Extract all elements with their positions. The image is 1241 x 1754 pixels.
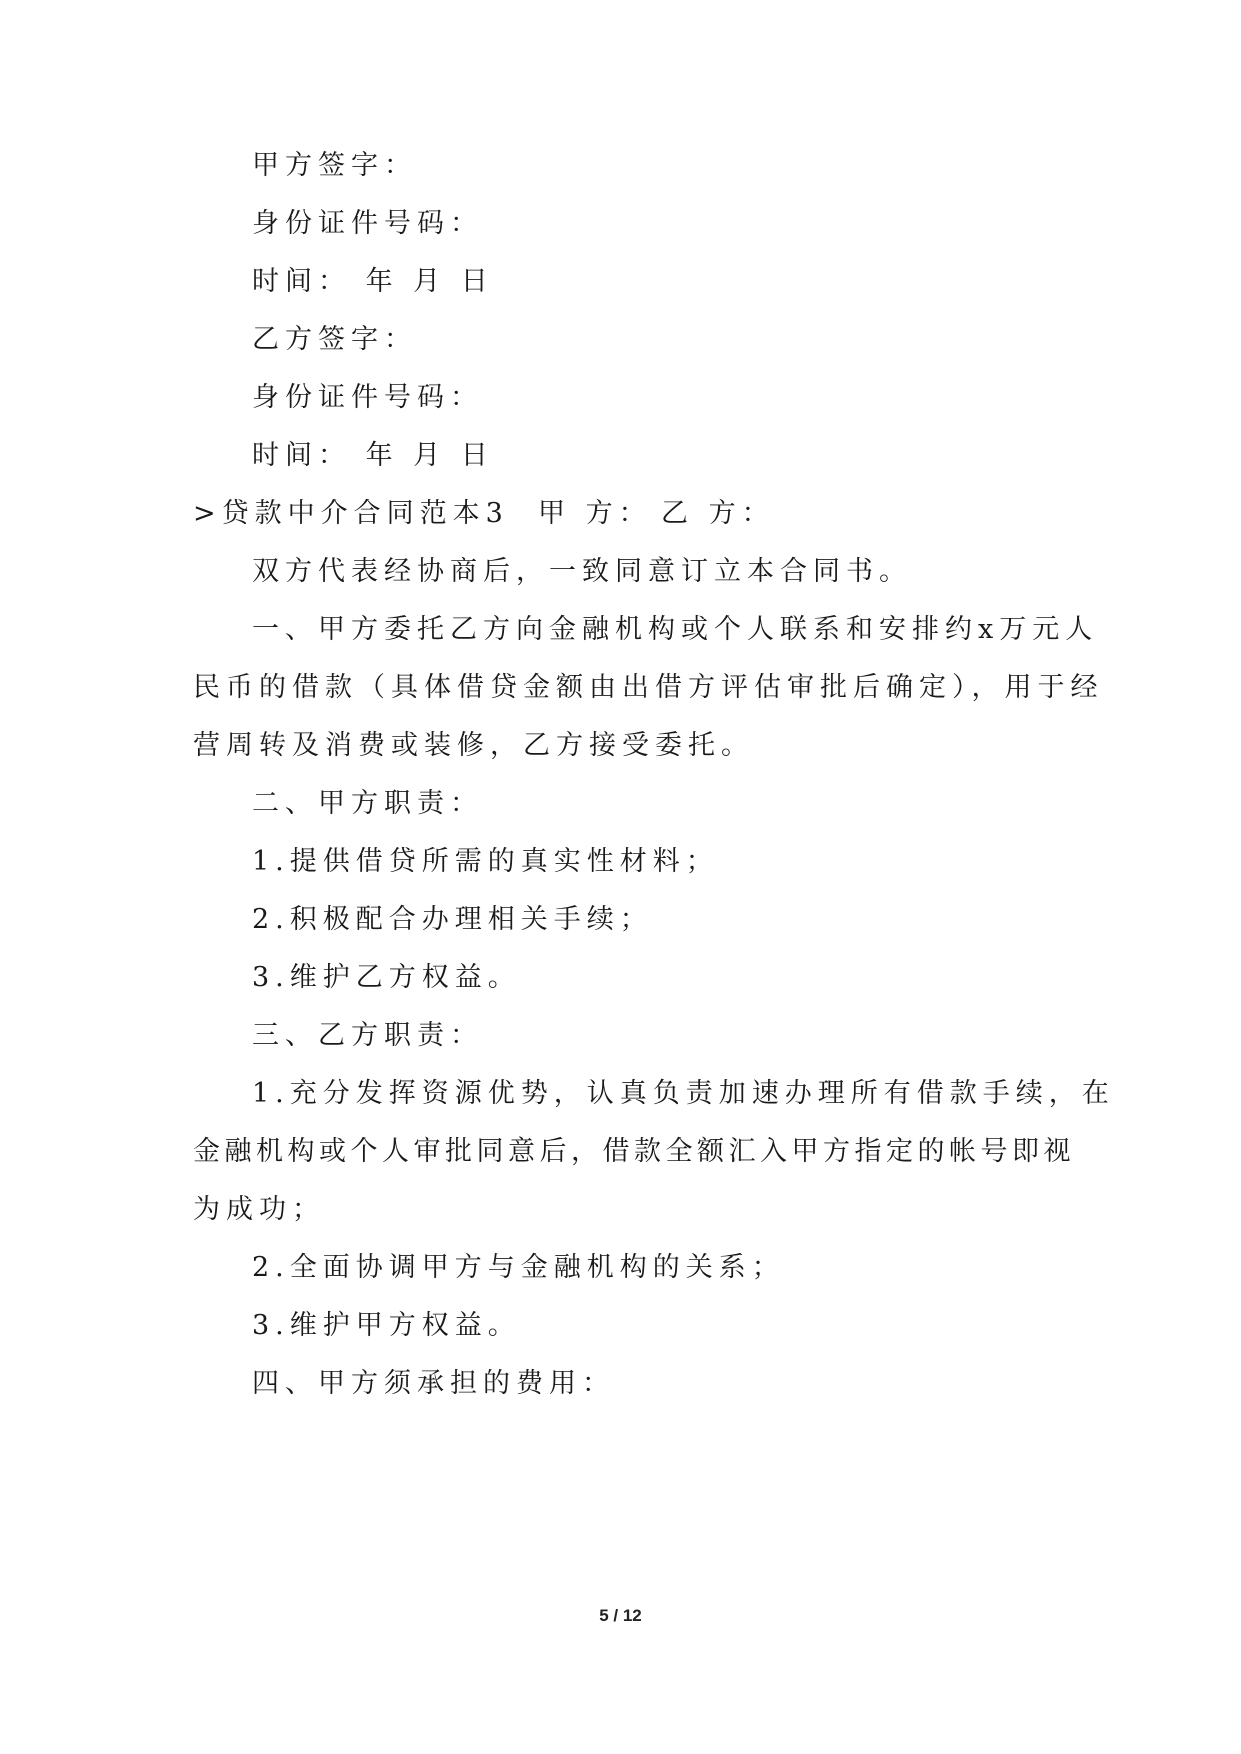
party-b-signature-label: 乙方签字： — [252, 324, 417, 355]
clause1-line: 一、甲方委托乙方向金融机构或个人联系和安排约x万元人 — [252, 614, 1099, 645]
clause3-item1-line: 为成功； — [193, 1194, 325, 1225]
clause1-line: 营周转及消费或装修，乙方接受委托。 — [193, 730, 754, 761]
clause1-line: 民币的借款（具体借贷金额由出借方评估审批后确定），用于经 — [193, 672, 1104, 703]
party-b-label: 乙 方： — [661, 498, 775, 529]
intro-paragraph: 双方代表经协商后，一致同意订立本合同书。 — [252, 556, 912, 587]
clause3-item1-line: 金融机构或个人审批同意后，借款全额汇入甲方指定的帐号即视 — [193, 1136, 1075, 1167]
clause2-title: 二、甲方职责： — [252, 788, 483, 819]
clause3-item: 2.全面协调甲方与金融机构的关系； — [252, 1252, 785, 1283]
party-a-date-label: 时间： 年 月 日 — [252, 266, 494, 297]
clause3-title: 三、乙方职责： — [252, 1020, 483, 1051]
clause2-item: 3.维护乙方权益。 — [252, 962, 521, 993]
party-b-id-number-label: 身份证件号码： — [252, 382, 483, 413]
clause2-item: 2.积极配合办理相关手续； — [252, 904, 653, 935]
clause4-title: 四、甲方须承担的费用： — [252, 1368, 615, 1399]
clause2-item: 1.提供借贷所需的真实性材料； — [252, 846, 719, 877]
template-title: >贷款中介合同范本3 — [193, 498, 509, 529]
party-a-label: 甲 方： — [538, 498, 652, 529]
clause3-item1-line: 1.充分发挥资源优势，认真负责加速办理所有借款手续，在 — [252, 1078, 1115, 1109]
party-a-id-number-label: 身份证件号码： — [252, 208, 483, 239]
contract-template-heading — [193, 494, 1073, 534]
party-a-signature-label: 甲方签字： — [252, 150, 417, 181]
party-b-date-label: 时间： 年 月 日 — [252, 440, 494, 471]
page-number: 5 / 12 — [599, 1606, 642, 1625]
clause3-item: 3.维护甲方权益。 — [252, 1310, 521, 1341]
